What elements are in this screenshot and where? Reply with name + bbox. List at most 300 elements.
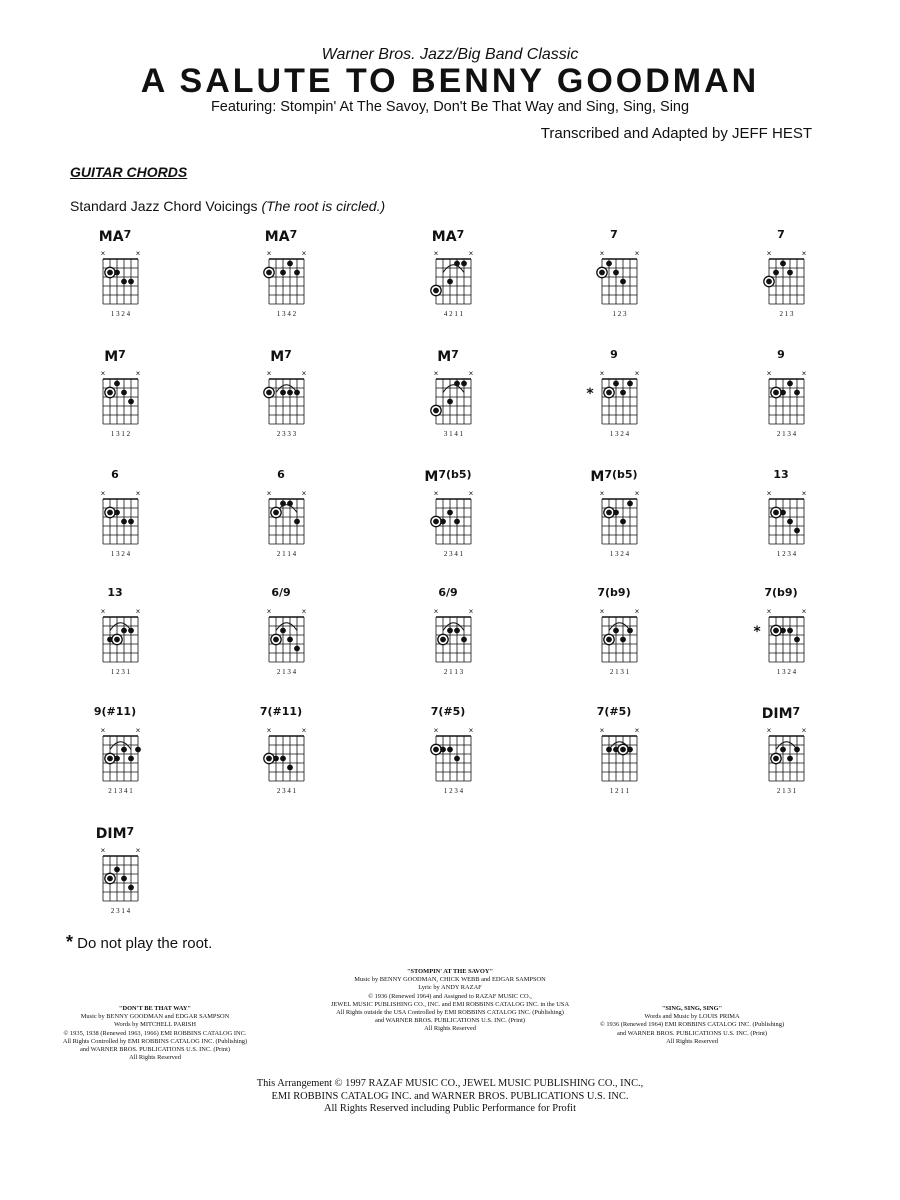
finger-dot [107, 270, 113, 276]
footnote-mark: * [66, 932, 74, 952]
fingering-label: 1 3 2 4 [110, 550, 131, 558]
chord-name: 6/9 [438, 586, 458, 599]
finger-dot [794, 637, 800, 643]
finger-dot [433, 747, 439, 753]
fingering-label: 2 1 3 [779, 310, 794, 318]
muted-string-mark: × [599, 249, 605, 258]
finger-dot [454, 519, 460, 525]
muted-string-mark: × [801, 249, 807, 258]
finger-dot [794, 747, 800, 753]
finger-dot [280, 270, 286, 276]
muted-string-mark: × [433, 489, 439, 498]
muted-string-mark: × [801, 489, 807, 498]
barre-arc [276, 385, 297, 393]
finger-dot [773, 270, 779, 276]
barre-arc [110, 742, 131, 750]
finger-dot [128, 628, 134, 634]
finger-dot [606, 747, 612, 753]
copyright-line: Lyric by ANDY RAZAF [418, 984, 482, 992]
finger-dot [773, 390, 779, 396]
chord-name: MA7 [98, 228, 132, 245]
muted-string-mark: × [801, 726, 807, 735]
chord-name: 7(b9) [764, 586, 798, 599]
muted-string-mark: × [599, 607, 605, 616]
chord-diagram [83, 225, 153, 325]
series-label: Warner Bros. Jazz/Big Band Classic [321, 46, 579, 63]
chord-name: 9(#11) [93, 705, 137, 718]
finger-dot [613, 510, 619, 516]
chord-diagram [83, 822, 153, 922]
finger-dot [121, 390, 127, 396]
chord-name: MA7 [264, 228, 298, 245]
chord-diagram [83, 583, 153, 683]
chord-diagram-svg [749, 702, 819, 802]
finger-dot [447, 399, 453, 405]
fingering-label: 2 3 4 1 [276, 787, 297, 795]
copyright-line: Words and Music by LOUIS PRIMA [644, 1013, 740, 1021]
finger-dot [273, 510, 279, 516]
muted-string-mark: × [100, 369, 106, 378]
finger-dot [613, 381, 619, 387]
fingering-label: 1 2 1 1 [609, 787, 630, 795]
chord-name: M7 [437, 348, 459, 365]
fingering-label: 2 1 3 1 [776, 787, 797, 795]
fingering-label: 1 3 1 2 [110, 430, 131, 438]
fingering-label: 2 1 3 1 [609, 668, 630, 676]
chord-diagram [749, 225, 819, 325]
muted-string-mark: × [634, 607, 640, 616]
chord-diagram [749, 702, 819, 802]
muted-string-mark: × [266, 489, 272, 498]
chord-diagram-svg [83, 465, 153, 565]
barre-arc [443, 623, 464, 631]
muted-string-mark: × [433, 369, 439, 378]
finger-dot [114, 756, 120, 762]
finger-dot [294, 646, 300, 652]
finger-dot [613, 628, 619, 634]
copyright-title: "SING, SING, SING" [661, 1005, 723, 1012]
finger-dot [266, 270, 272, 276]
arrangement-line: EMI ROBBINS CATALOG INC. and WARNER BROS. PUBLICATIONS U.S. INC. [271, 1090, 629, 1102]
fingering-label: 2 3 4 1 [443, 550, 464, 558]
intro-main: Standard Jazz Chord Voicings [70, 198, 262, 214]
finger-dot [287, 765, 293, 771]
chord-diagram [249, 345, 319, 445]
finger-dot [606, 261, 612, 267]
chord-diagram [416, 702, 486, 802]
chord-name: 9 [610, 348, 618, 361]
chord-name: M7 [270, 348, 292, 365]
finger-dot [599, 270, 605, 276]
chord-diagram [416, 465, 486, 565]
fingering-label: 2 1 3 4 1 [108, 787, 133, 795]
finger-dot [627, 501, 633, 507]
copyright-line: © 1936 (Renewed 1964) and Assigned to RAZAF MUSIC CO., [368, 992, 532, 1000]
finger-dot [135, 747, 141, 753]
finger-dot [447, 279, 453, 285]
copyright-title: "STOMPIN' AT THE SAVOY" [406, 968, 494, 975]
muted-string-mark: × [135, 489, 141, 498]
finger-dot [294, 390, 300, 396]
fingering-label: 2 3 1 4 [110, 907, 131, 915]
muted-string-mark: × [634, 489, 640, 498]
copyright-line: All Rights outside the USA Controlled by EMI ROBBINS CATALOG INC. (Publishing) [336, 1009, 564, 1017]
finger-dot [794, 528, 800, 534]
chord-diagram-svg [83, 345, 153, 445]
finger-dot [121, 519, 127, 525]
finger-dot [773, 510, 779, 516]
copyright-title: "DON'T BE THAT WAY" [118, 1005, 192, 1012]
finger-dot [287, 261, 293, 267]
chord-diagram-svg [582, 345, 652, 445]
chord-diagram-svg [749, 225, 819, 325]
chord-name: M7(b5) [424, 468, 472, 485]
chord-diagram [249, 583, 319, 683]
finger-dot [606, 390, 612, 396]
finger-dot [433, 288, 439, 294]
finger-dot [433, 519, 439, 525]
muted-string-mark: × [301, 489, 307, 498]
muted-string-mark: × [100, 249, 106, 258]
finger-dot [266, 756, 272, 762]
chord-diagram [749, 465, 819, 565]
chord-diagram-svg [416, 345, 486, 445]
muted-string-mark: × [634, 726, 640, 735]
finger-dot [107, 390, 113, 396]
muted-string-mark: × [100, 846, 106, 855]
muted-string-mark: × [100, 607, 106, 616]
muted-string-mark: × [135, 846, 141, 855]
finger-dot [128, 885, 134, 891]
muted-string-mark: × [468, 369, 474, 378]
footnote [66, 932, 212, 953]
barre-arc [443, 385, 464, 393]
fingering-label: 2 3 3 3 [276, 430, 297, 438]
copyright-line: All Rights Reserved [424, 1025, 476, 1033]
section-title: GUITAR CHORDS [70, 164, 188, 180]
finger-dot [114, 381, 120, 387]
chord-diagram-svg [249, 225, 319, 325]
finger-dot [461, 381, 467, 387]
finger-dot [620, 747, 626, 753]
finger-dot [766, 279, 772, 285]
fingering-label: 1 2 3 4 [776, 550, 797, 558]
finger-dot [454, 381, 460, 387]
footnote-text: Do not play the root. [73, 935, 213, 952]
chord-name: 7(#5) [596, 705, 632, 718]
chord-diagram-svg [249, 702, 319, 802]
chord-diagram [582, 465, 652, 565]
muted-string-mark: × [468, 726, 474, 735]
finger-dot [440, 637, 446, 643]
finger-dot [280, 390, 286, 396]
finger-dot [107, 756, 113, 762]
intro-text [70, 198, 385, 214]
muted-string-mark: × [266, 369, 272, 378]
chord-diagram-svg [83, 583, 153, 683]
muted-string-mark: × [301, 369, 307, 378]
finger-dot [627, 628, 633, 634]
finger-dot [121, 279, 127, 285]
fingering-label: 2 1 1 3 [443, 668, 464, 676]
barre-arc [110, 623, 131, 631]
copyright-line: All Rights Reserved [129, 1054, 181, 1062]
finger-dot [780, 747, 786, 753]
finger-dot [294, 519, 300, 525]
chord-diagram [582, 702, 652, 802]
copyright-line: and WARNER BROS. PUBLICATIONS U.S. INC. (Print) [374, 1017, 526, 1025]
finger-dot [107, 510, 113, 516]
finger-dot [128, 519, 134, 525]
finger-dot [440, 747, 446, 753]
muted-string-mark: × [468, 607, 474, 616]
chord-diagram-svg [83, 822, 153, 922]
fingering-label: 1 3 2 4 [609, 550, 630, 558]
muted-string-mark: × [266, 249, 272, 258]
copyright-line: All Rights Controlled by EMI ROBBINS CATALOG INC. (Publishing) [62, 1037, 248, 1045]
muted-string-mark: × [135, 726, 141, 735]
fingering-label: 4 2 1 1 [443, 310, 464, 318]
muted-string-mark: × [135, 607, 141, 616]
finger-dot [280, 501, 286, 507]
finger-dot [627, 747, 633, 753]
finger-dot [606, 510, 612, 516]
chord-diagram-svg [582, 465, 652, 565]
muted-string-mark: × [100, 726, 106, 735]
muted-string-mark: × [766, 249, 772, 258]
arrangement-line: This Arrangement © 1997 RAZAF MUSIC CO., JEWEL MUSIC PUBLISHING CO., INC., [256, 1078, 644, 1089]
finger-dot [287, 390, 293, 396]
barre-arc [276, 623, 297, 631]
finger-dot [780, 628, 786, 634]
featuring-line: Featuring: Stompin' At The Savoy, Don't Be That Way and Sing, Sing, Sing [210, 99, 690, 115]
chord-diagram-svg [416, 702, 486, 802]
finger-dot [121, 628, 127, 634]
barre-arc [609, 623, 630, 631]
copyright-line: © 1936 (Renewed 1964) EMI ROBBINS CATALOG INC. (Publishing) [599, 1021, 785, 1029]
muted-string-mark: × [801, 369, 807, 378]
chord-diagram-svg [749, 465, 819, 565]
intro-note: (The root is circled.) [261, 198, 386, 214]
chord-name: MA7 [431, 228, 465, 245]
finger-dot [454, 756, 460, 762]
muted-string-mark: × [433, 249, 439, 258]
transcription-credit: Transcribed and Adapted by JEFF HEST [540, 125, 812, 142]
finger-dot [620, 279, 626, 285]
muted-string-mark: × [634, 369, 640, 378]
chord-diagram [249, 225, 319, 325]
fingering-label: 2 1 3 4 [776, 430, 797, 438]
finger-dot [121, 876, 127, 882]
finger-dot [787, 381, 793, 387]
finger-dot [121, 747, 127, 753]
copyright-line: All Rights Reserved [666, 1037, 718, 1045]
fingering-label: 1 3 2 4 [609, 430, 630, 438]
arrangement-copyright [190, 1078, 710, 1116]
muted-string-mark: × [599, 489, 605, 498]
fingering-label: 1 2 3 1 [110, 668, 131, 676]
chord-diagram [582, 225, 652, 325]
fingering-label: 1 3 2 4 [776, 668, 797, 676]
finger-dot [461, 637, 467, 643]
chord-diagram-svg [83, 702, 153, 802]
muted-string-mark: × [634, 249, 640, 258]
chord-diagram-svg [249, 583, 319, 683]
finger-dot [447, 628, 453, 634]
barre-arc [443, 265, 464, 273]
finger-dot [114, 637, 120, 643]
finger-dot [794, 390, 800, 396]
copyright-line: Words by MITCHELL PARISH [114, 1021, 196, 1029]
chord-diagram-svg [582, 583, 652, 683]
chord-name: M7 [104, 348, 126, 365]
finger-dot [114, 867, 120, 873]
muted-string-mark: × [266, 607, 272, 616]
chord-name: 13 [773, 468, 789, 481]
finger-dot [780, 510, 786, 516]
chord-diagram-svg [416, 465, 486, 565]
muted-string-mark: × [801, 607, 807, 616]
finger-dot [266, 390, 272, 396]
muted-string-mark: × [766, 726, 772, 735]
finger-dot [454, 261, 460, 267]
copyright-stompin [300, 968, 600, 1034]
barre-arc [776, 742, 797, 750]
chord-diagram [582, 345, 652, 445]
chord-diagram [749, 345, 819, 445]
page-title: A SALUTE TO BENNY GOODMAN [140, 62, 760, 100]
chord-diagram-svg [582, 702, 652, 802]
muted-string-mark: × [766, 369, 772, 378]
copyright-line: Music by BENNY GOODMAN and EDGAR SAMPSON [80, 1013, 230, 1021]
finger-dot [128, 399, 134, 405]
finger-dot [787, 756, 793, 762]
finger-dot [114, 510, 120, 516]
finger-dot [447, 747, 453, 753]
muted-string-mark: × [301, 726, 307, 735]
chord-diagram-svg [416, 225, 486, 325]
fingering-label: 1 2 3 [612, 310, 627, 318]
finger-dot [433, 408, 439, 414]
copyright-line: and WARNER BROS. PUBLICATIONS U.S. INC. (Print) [616, 1029, 768, 1037]
muted-string-mark: × [468, 249, 474, 258]
finger-dot [613, 270, 619, 276]
copyright-line: © 1935, 1938 (Renewed 1963, 1966) EMI ROBBINS CATALOG INC. [63, 1029, 247, 1037]
arrangement-line: All Rights Reserved including Public Performance for Profit [324, 1103, 576, 1114]
chord-name: DIM7 [95, 825, 135, 842]
chord-diagram [582, 583, 652, 683]
muted-string-mark: × [301, 607, 307, 616]
chord-name: 7(#5) [430, 705, 466, 718]
chord-name: 7(#11) [259, 705, 303, 718]
finger-dot [780, 261, 786, 267]
chord-diagram-svg [749, 583, 819, 683]
chord-diagram-svg [416, 583, 486, 683]
chord-diagram-svg [582, 225, 652, 325]
chord-diagram [83, 702, 153, 802]
chord-name: 7 [777, 228, 785, 241]
chord-name: 6 [277, 468, 285, 481]
muted-string-mark: × [135, 249, 141, 258]
finger-dot [287, 501, 293, 507]
finger-dot [773, 628, 779, 634]
finger-dot [627, 381, 633, 387]
finger-dot [128, 279, 134, 285]
chord-diagram-svg [249, 345, 319, 445]
finger-dot [461, 261, 467, 267]
chord-diagram [416, 225, 486, 325]
finger-dot [440, 519, 446, 525]
chord-name: DIM7 [761, 705, 801, 722]
finger-dot [280, 628, 286, 634]
muted-string-mark: × [766, 607, 772, 616]
muted-string-mark: × [266, 726, 272, 735]
finger-dot [787, 270, 793, 276]
muted-string-mark: × [599, 369, 605, 378]
finger-dot [107, 876, 113, 882]
muted-string-mark: × [433, 726, 439, 735]
chord-diagram [416, 583, 486, 683]
chord-name: 6 [111, 468, 119, 481]
finger-dot [273, 637, 279, 643]
muted-string-mark: × [599, 726, 605, 735]
finger-dot [287, 637, 293, 643]
fingering-label: 1 2 3 4 [443, 787, 464, 795]
finger-dot [787, 628, 793, 634]
chord-name: 6/9 [271, 586, 291, 599]
chord-name: 7 [610, 228, 618, 241]
finger-dot [620, 637, 626, 643]
finger-dot [273, 756, 279, 762]
finger-dot [773, 756, 779, 762]
chord-name: 13 [107, 586, 123, 599]
chord-diagram [83, 345, 153, 445]
root-not-played-mark: * [586, 385, 594, 402]
fingering-label: 2 1 1 4 [276, 550, 297, 558]
muted-string-mark: × [433, 607, 439, 616]
finger-dot [780, 390, 786, 396]
muted-string-mark: × [100, 489, 106, 498]
finger-dot [294, 270, 300, 276]
muted-string-mark: × [766, 489, 772, 498]
chord-diagram [749, 583, 819, 683]
chord-diagram [416, 345, 486, 445]
chord-name: M7(b5) [590, 468, 638, 485]
muted-string-mark: × [301, 249, 307, 258]
fingering-label: 3 1 4 1 [443, 430, 464, 438]
chord-name: 7(b9) [597, 586, 631, 599]
copyright-line: and WARNER BROS. PUBLICATIONS U.S. INC. (Print) [79, 1046, 231, 1054]
copyright-line: Music by BENNY GOODMAN, CHICK WEBB and EDGAR SAMPSON [354, 976, 546, 984]
fingering-label: 2 1 3 4 [276, 668, 297, 676]
chord-diagram [83, 465, 153, 565]
chord-diagram-svg [749, 345, 819, 445]
finger-dot [620, 519, 626, 525]
copyright-dont-be-that-way [50, 1005, 260, 1062]
chord-diagram-svg [83, 225, 153, 325]
finger-dot [454, 628, 460, 634]
fingering-label: 1 3 4 2 [276, 310, 297, 318]
chord-diagram-svg [249, 465, 319, 565]
chord-diagram [249, 465, 319, 565]
copyright-sing-sing-sing [592, 1005, 792, 1046]
finger-dot [447, 510, 453, 516]
finger-dot [114, 270, 120, 276]
finger-dot [128, 756, 134, 762]
muted-string-mark: × [135, 369, 141, 378]
chord-name: 9 [777, 348, 785, 361]
fingering-label: 1 3 2 4 [110, 310, 131, 318]
